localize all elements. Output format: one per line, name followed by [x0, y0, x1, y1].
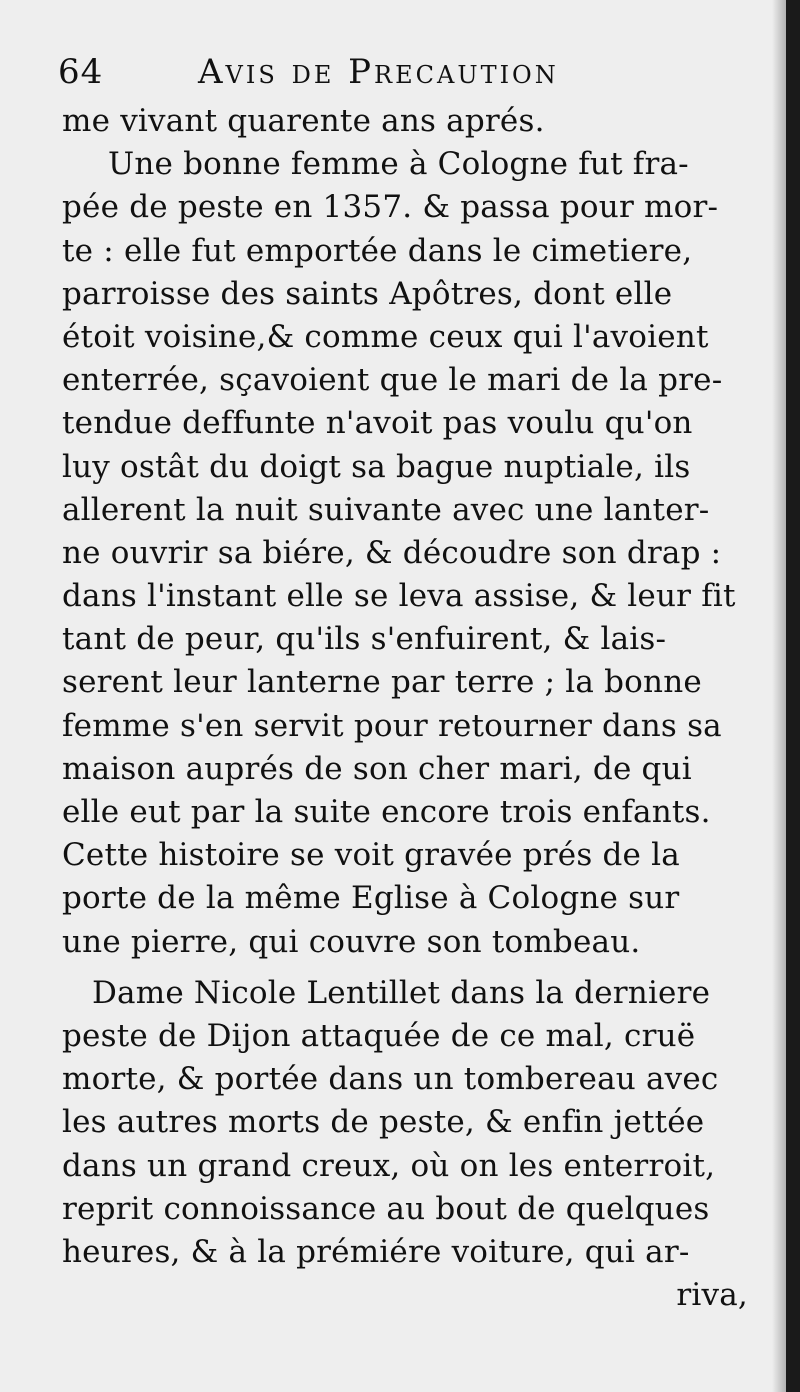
paragraph-continuation: [62, 100, 752, 143]
page-number: 64: [58, 52, 104, 92]
text-line: me vivant quarente ans aprés.: [62, 103, 545, 139]
paragraph-dijon-story: [62, 972, 752, 1274]
catchword: riva,: [676, 1277, 748, 1314]
text-line: parroisse des saints Apôtres, dont elle: [62, 275, 673, 312]
running-header: [58, 52, 758, 98]
text-line: dans l'instant elle se leva assise, & leur fit: [62, 578, 736, 615]
text-line: dans un grand creux, où on les enterroit,: [62, 1147, 716, 1184]
text-line: te : elle fut emportée dans le cimetiere,: [62, 232, 693, 269]
text-line: reprit connoissance au bout de quelques: [62, 1190, 710, 1227]
text-line: une pierre, qui couvre son tombeau.: [62, 923, 641, 960]
text-line: étoit voisine,& comme ceux qui l'avoient: [62, 318, 709, 355]
text-line: serent leur lanterne par terre ; la bonne: [62, 664, 702, 701]
text-line: tendue deffunte n'avoit pas voulu qu'on: [62, 405, 693, 442]
text-line: heures, & à la prémiére voiture, qui ar-: [62, 1233, 690, 1270]
text-line: maison auprés de son cher mari, de qui: [62, 750, 692, 787]
text-line: Une bonne femme à Cologne fut fra-: [108, 146, 689, 183]
running-title: Avis de Precaution: [198, 52, 559, 92]
paragraph-gap: [62, 964, 752, 972]
text-line: peste de Dijon attaquée de ce mal, cruë: [62, 1017, 696, 1054]
page-edge-shadow: [772, 0, 786, 1392]
text-line: allerent la nuit suivante avec une lanter-: [62, 491, 710, 528]
text-line: les autres morts de peste, & enfin jettée: [62, 1104, 705, 1141]
text-line: morte, & portée dans un tombereau avec: [62, 1061, 719, 1098]
body-text: [62, 100, 752, 1317]
text-line: enterrée, sçavoient que le mari de la pre-: [62, 362, 723, 399]
text-line: Dame Nicole Lentillet dans la derniere: [92, 974, 711, 1011]
text-line: femme s'en servit pour retourner dans sa: [62, 707, 722, 744]
text-line: Cette histoire se voit gravée prés de la: [62, 837, 680, 874]
text-line: pée de peste en 1357. & passa pour mor-: [62, 189, 719, 226]
text-line: ne ouvrir sa biére, & découdre son drap :: [62, 534, 722, 571]
text-line: porte de la même Eglise à Cologne sur: [62, 880, 680, 917]
text-line: elle eut par la suite encore trois enfants.: [62, 794, 711, 830]
paragraph-cologne-story: [62, 143, 752, 964]
text-line: tant de peur, qu'ils s'enfuirent, & lais-: [62, 621, 667, 658]
text-line: luy ostât du doigt sa bague nuptiale, ils: [62, 448, 691, 485]
